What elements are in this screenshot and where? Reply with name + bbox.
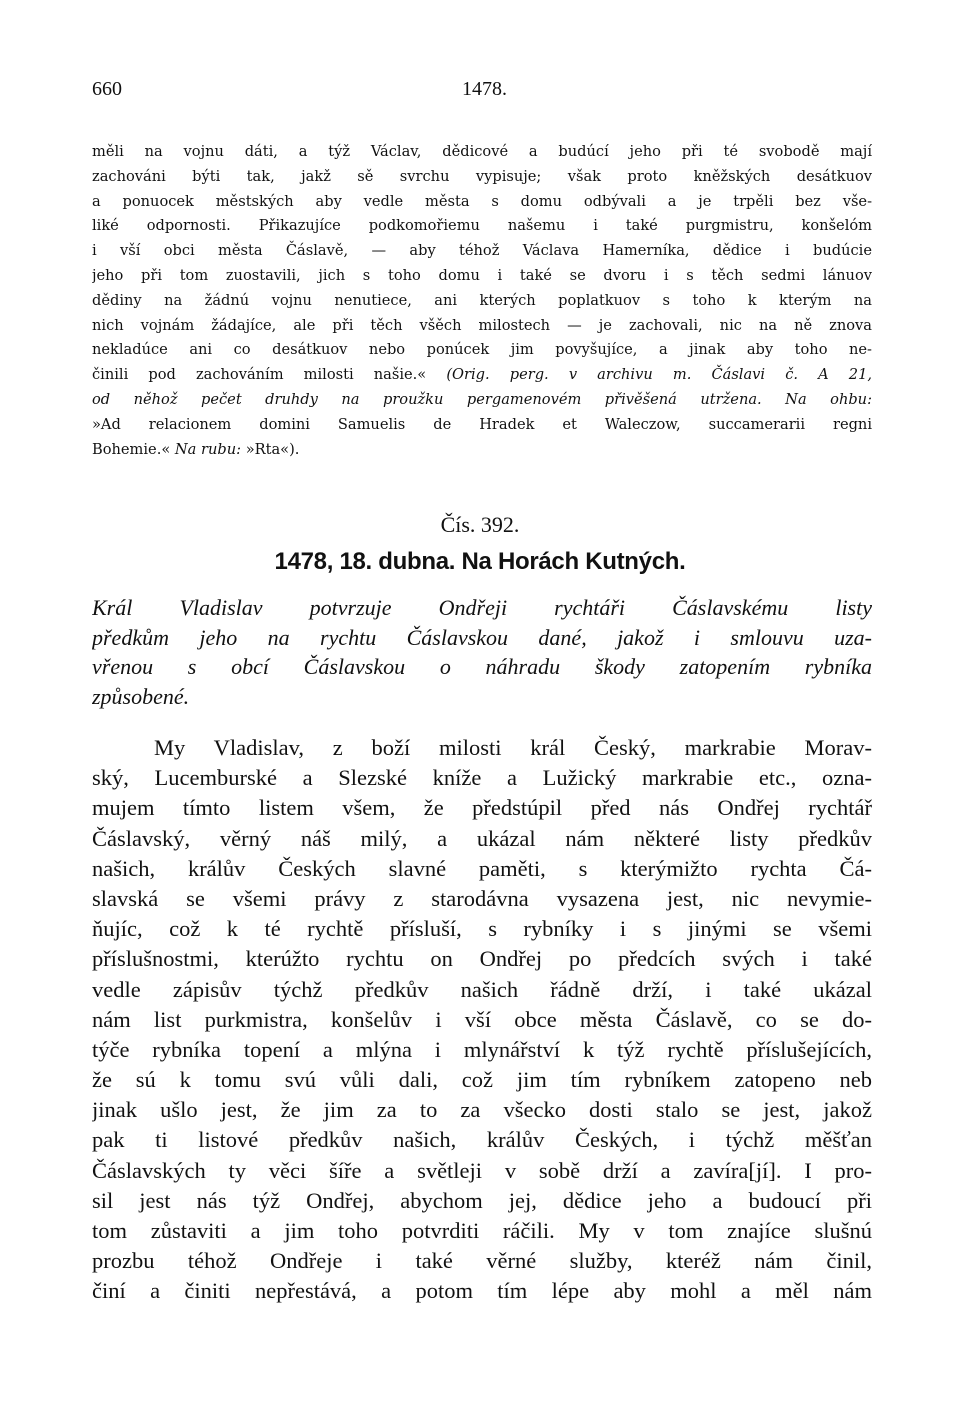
abstract-line: způsobené. (92, 683, 190, 709)
body-line: ský, Lucemburské a Slezské kníže a Lužický markrabie etc., ozna- (92, 765, 872, 791)
text-segment: i vší obci města Čáslavě, — aby téhož Václava Hamerníka, dědice i budúcie (92, 242, 872, 260)
abstract-line: předkům jeho na rychtu Čáslavskou dané, jakož i smlouvu uza- (92, 624, 872, 650)
text-segment: činili pod zachováním milosti našie.« (92, 366, 427, 384)
abstract-line: Král Vladislav potvrzuje Ondřeji rychtáři Čáslavskému listy (92, 595, 872, 620)
text-line (92, 140, 872, 165)
document-body (92, 733, 872, 1307)
previous-document-text (92, 140, 872, 462)
body-line: činí a činiti nepřestává, a potom tím lépe aby mohl a měl nám (92, 1278, 872, 1304)
text-line (92, 190, 872, 215)
text-line (92, 438, 872, 463)
text-line (92, 165, 872, 190)
body-line: sil jest nás týž Ondřej, abychom jej, dědice jeho a budoucí při (92, 1187, 872, 1213)
text-line (92, 388, 872, 413)
text-segment: dědiny na žádnú vojnu nenutiece, ani kterých poplatkuov s toho k kterým na (92, 291, 872, 309)
body-line: pak ti listové předkův našich, králův Českých, i týchž měšťan (92, 1127, 872, 1153)
text-line (92, 314, 872, 339)
text-segment: zachováni býti tak, jakž sě svrchu vypisuje; však proto kněžských desátkuov (92, 167, 872, 185)
text-segment: Bohemie.« (92, 440, 171, 458)
body-line: jinak ušlo jest, že jim za to za všecko dosti stalo se jest, jakož (92, 1097, 872, 1123)
text-segment: nich vojnám žádajíce, ale při těch všěch milostech — je zachovali, nic na ně znova (92, 316, 872, 334)
text-segment: jeho při tom zuostavili, jich s toho domu i také se dvoru i s těch sedmi lánuov (92, 266, 872, 284)
body-line: příslušnostmi, kterúžto rychtu on Ondřej po předcích svých i také (92, 946, 872, 972)
italic-note: (Orig. perg. v archivu m. Čáslavi č. A 21, (446, 366, 872, 384)
document-dateline: 1478, 18. dubna. Na Horách Kutných. (274, 548, 686, 575)
text-line (92, 214, 872, 239)
body-line: prozbu téhož Ondřeje i také věrné služby, kteréž nám činil, (92, 1248, 872, 1274)
page-header (92, 78, 872, 108)
text-segment: nekladúce ani co desátkuov nebo ponúcek jim povyšujíce, a jinak aby toho ne- (92, 341, 872, 359)
body-line: Čáslavský, věrný náš milý, a ukázal nám některé listy předkův (92, 825, 872, 851)
document-abstract (92, 593, 872, 711)
body-line: tom zůstaviti a jim toho potvrditi ráčili. My v tom znajíce slušnú (92, 1218, 872, 1243)
body-line: mujem tímto listem všem, že předstúpil před nás Ondřej rychtář (92, 795, 872, 821)
italic-note: Na rubu: (174, 440, 242, 458)
body-line: že sú k tomu svú vůli dali, což jim tím rybníkem zatopeno neb (92, 1067, 872, 1093)
abstract-line: vřenou s obcí Čáslavskou o náhradu škody zatopením rybníka (92, 654, 872, 679)
body-line: slavská se všemi právy z starodávna vysazena jest, nic nevymie- (92, 885, 872, 911)
body-line: ňujíc, což k té rychtě přísluší, s rybníky i s jinými se všemi (92, 916, 872, 942)
text-segment: »Rta«). (245, 440, 300, 458)
text-line (92, 338, 872, 363)
text-line (92, 413, 872, 438)
text-line (92, 264, 872, 289)
text-segment: liké odpornosti. Přikazujíce podkomořiemu našemu i také purgmistru, konšelóm (92, 217, 872, 235)
body-line: Čáslavských ty věci šíře a světleji v sobě drží a zavíra[jí]. I pro- (92, 1157, 872, 1183)
text-segment: měli na vojnu dáti, a týž Václav, dědicové a budúcí jeho při té svobodě mají (92, 143, 872, 160)
body-line: týče rybníka topení a mlýna i mlynářství k týž rychtě příslušejících, (92, 1036, 872, 1062)
body-line: My Vladislav, z boží milosti král Český, markrabie Morav- (154, 735, 872, 760)
body-line: vedle zápisův týchž předkův našich řádně drží, i také ukázal (92, 976, 872, 1002)
page-number: 660 (92, 78, 122, 100)
italic-note: od něhož pečet druhdy na proužku pergamenovém přivěšená utržena. Na ohbu: (92, 390, 872, 408)
body-line: nám list purkmistra, konšelův i vší obce města Čáslavě, co se do- (92, 1006, 872, 1032)
text-line (92, 363, 872, 388)
document-number: Čís. 392. (440, 512, 520, 537)
text-segment: »Ad relacionem domini Samuelis de Hradek et Waleczow, succamerarii regni (92, 415, 872, 433)
running-year: 1478. (462, 78, 507, 100)
body-line: našich, králův Českých slavné paměti, s kterýmižto rychta Čá- (92, 855, 872, 881)
text-line (92, 239, 872, 264)
text-line (92, 289, 872, 314)
text-segment: a ponuocek městských aby vedle města s domu odbývali a je trpěli bez vše- (92, 192, 872, 210)
